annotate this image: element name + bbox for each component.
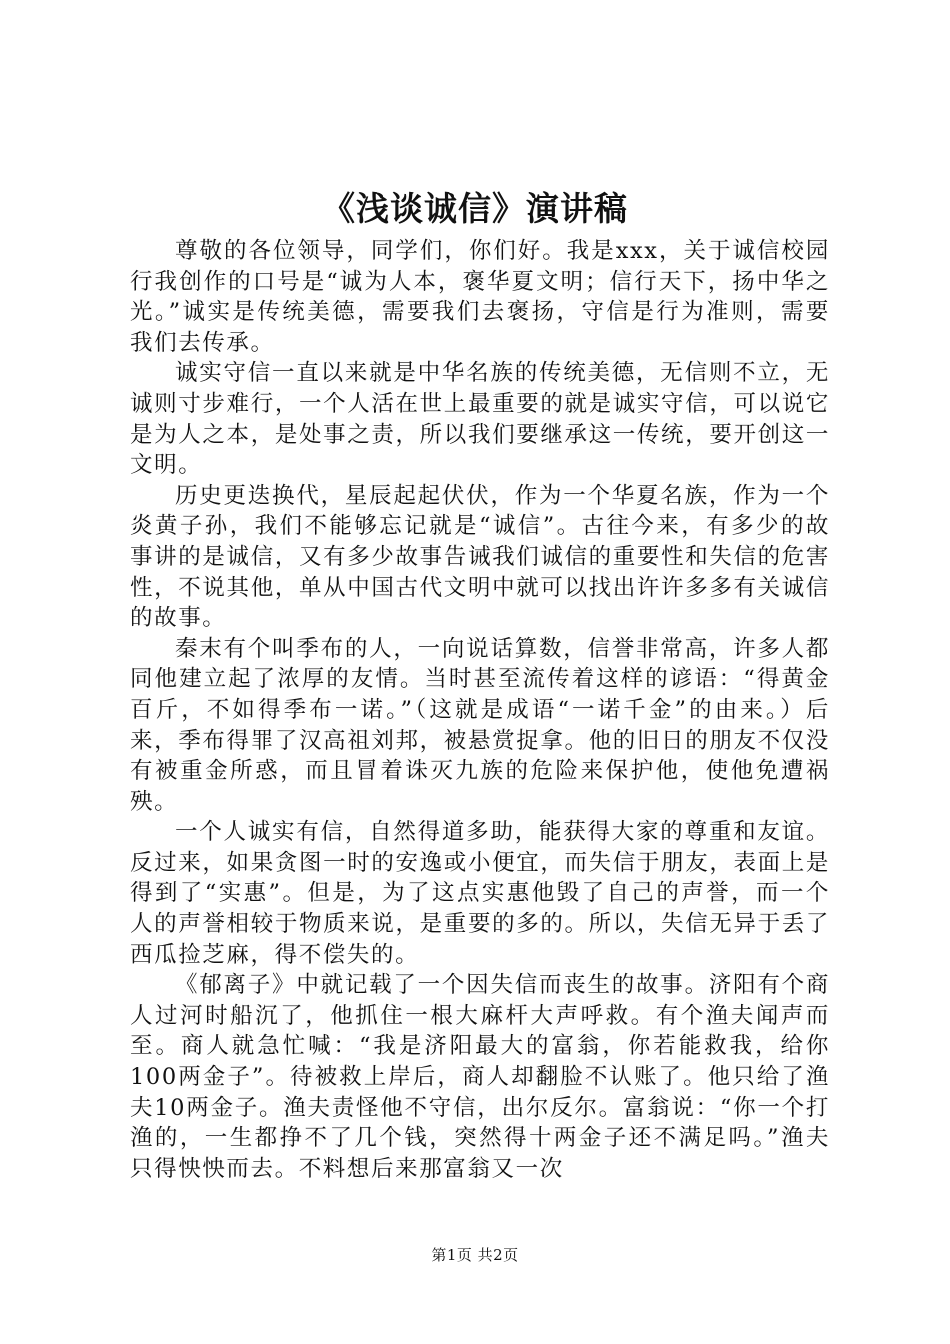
document-title: 《浅谈诚信》演讲稿 xyxy=(322,189,628,228)
paragraph-5: 一个人诚实有信，自然得道多助，能获得大家的尊重和友谊。反过来，如果贪图一时的安逸或小便宜，而失信于朋友，表面上是得到了“实惠”。但是，为了这点实惠他毁了自己的声誉，而一个人的声誉相较于物质来说，是重要的多的。所以，失信无异于丢了西瓜捡芝麻，得不偿失的。 xyxy=(130,819,830,968)
paragraph-1: 尊敬的各位领导，同学们，你们好。我是xxx，关于诚信校园行我创作的口号是“诚为人本，褒华夏文明；信行天下，扬中华之光。”诚实是传统美德，需要我们去褒扬，守信是行为准则，需要我们去传承。 xyxy=(130,238,830,356)
page-footer: 第1页 共2页 xyxy=(431,1246,519,1264)
paragraph-6: 《郁离子》中就记载了一个因失信而丧生的故事。济阳有个商人过河时船沉了，他抓住一根大麻杆大声呼救。有个渔夫闻声而至。商人就急忙喊：“我是济阳最大的富翁，你若能救我，给你100两金子”。待被救上岸后，商人却翻脸不认账了。他只给了渔夫10两金子。渔夫责怪他不守信，出尔反尔。富翁说：“你一个打渔的，一生都挣不了几个钱，突然得十两金子还不满足吗。”渔夫只得怏怏而去。不料想后来那富翁又一次 xyxy=(130,972,830,1182)
paragraph-4: 秦末有个叫季布的人，一向说话算数，信誉非常高，许多人都同他建立起了浓厚的友情。当时甚至流传着这样的谚语：“得黄金百斤，不如得季布一诺。”（这就是成语“一诺千金”的由来。）后来，季布得罪了汉高祖刘邦，被悬赏捉拿。他的旧日的朋友不仅没有被重金所惑，而且冒着诛灭九族的危险来保护他，使他免遭祸殃。 xyxy=(130,635,830,815)
paragraph-2: 诚实守信一直以来就是中华名族的传统美德，无信则不立，无诚则寸步难行，一个人活在世上最重要的就是诚实守信，可以说它是为人之本，是处事之责，所以我们要继承这一传统，要开创这一文明。 xyxy=(130,360,830,479)
paragraph-3: 历史更迭换代，星辰起起伏伏，作为一个华夏名族，作为一个炎黄子孙，我们不能够忘记就是“诚信”。古往今来，有多少的故事讲的是诚信，又有多少故事告诫我们诚信的重要性和失信的危害性，不说其他，单从中国古代文明中就可以找出许许多多有关诚信的故事。 xyxy=(130,482,830,632)
document-body xyxy=(130,236,830,1184)
